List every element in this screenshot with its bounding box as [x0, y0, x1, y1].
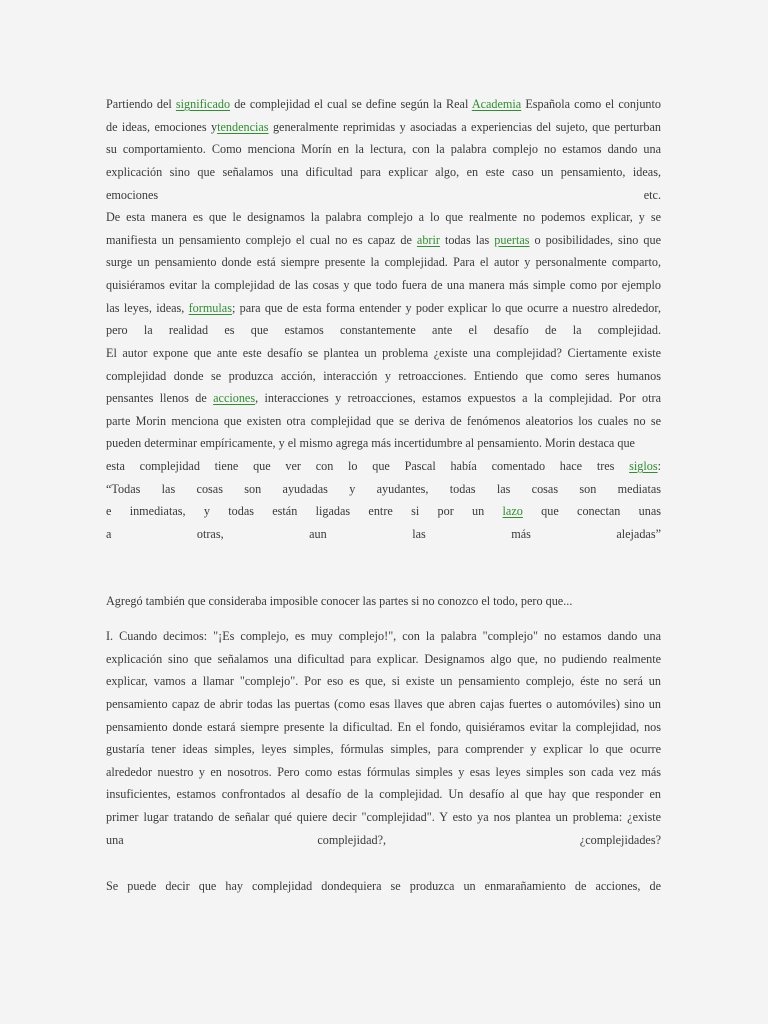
text-line: Agregó también que consideraba imposible conocer las partes si no conozco el todo, pero que...	[106, 594, 573, 608]
link-tendencias[interactable]: tendencias	[217, 119, 269, 134]
text-line: a otras, aun las más alejadas”	[106, 526, 661, 541]
text-line: explicación sino que señalamos una dificultad para explicar algo, en este caso un pensamiento, ideas,	[106, 164, 661, 179]
text-line: surge un pensamiento donde está siempre presente la complejidad. Para el autor y personalmente comparto,	[106, 255, 661, 270]
text-line	[106, 387, 661, 410]
text-line	[106, 93, 661, 116]
text-line	[106, 455, 661, 478]
link-puertas[interactable]: puertas	[494, 232, 530, 247]
text-line: pensamiento donde estará siempre presente la dificultad. En el fondo, quisiéramos evitar la complejidad, nos	[106, 719, 661, 734]
text-line: primer lugar tratando de señalar qué quiere decir "complejidad". Y esto ya nos plantea un problema: ¿existe	[106, 810, 661, 824]
text-line: Se puede decir que hay complejidad dondequiera se produzca un enmarañamiento de acciones, de	[106, 879, 661, 893]
link-academia[interactable]: Academia	[471, 97, 522, 111]
text-line: El autor expone que ante este desafío se plantea un problema ¿existe una complejidad? Ciertamente existe	[106, 345, 661, 360]
text-line: alrededor nuestro y en nosotros. Pero como estas fórmulas simples y esas leyes simples son cada vez más	[106, 764, 661, 779]
text-line: parte Morin menciona que existen otra complejidad que se deriva de fenómenos aleatorios los cuales no se	[106, 413, 661, 428]
text-line: complejidad donde se produzca acción, interacción y retroacciones. Entiendo que como seres humanos	[106, 368, 661, 383]
text-run: que conectan unas	[522, 504, 661, 519]
text-run: pensantes llenos de	[106, 391, 214, 406]
text-run: e inmediatas, y todas están ligadas entre si por un	[106, 504, 503, 519]
text-run: todas las	[439, 232, 495, 247]
link-siglos[interactable]: siglos	[629, 459, 658, 473]
link-acciones[interactable]: acciones	[213, 391, 256, 406]
text-run: las leyes, ideas,	[106, 300, 189, 315]
text-line: De esta manera es que le designamos la palabra complejo a lo que realmente no podemos explicar, y se	[106, 210, 661, 225]
link-lazo[interactable]: lazo	[502, 504, 523, 519]
link-formulas[interactable]: formulas	[188, 300, 232, 315]
text-line: quisiéramos evitar la complejidad de las cosas y que todo fuera de una manera más simple como por ejemplo	[106, 278, 661, 292]
text-line: I. Cuando decimos: "¡Es complejo, es muy complejo!", con la palabra "complejo" no estamos dando una	[106, 629, 661, 643]
text-run: generalmente reprimidas y asociadas a experiencias del sujeto, que perturban	[268, 119, 661, 134]
paragraph	[106, 590, 661, 613]
paragraph	[106, 875, 661, 898]
text-line	[106, 500, 661, 523]
text-run: , interacciones y retroacciones, estamos expuestos a la complejidad. Por otra	[255, 391, 661, 406]
text-run: Partiendo del	[106, 97, 176, 111]
text-line	[106, 297, 661, 320]
text-run: o posibilidades, sino que	[529, 232, 661, 247]
text-run: manifiesta un pensamiento complejo el cual no es capaz de	[106, 232, 417, 247]
text-run: de ideas, emociones y	[106, 119, 218, 134]
link-abrir[interactable]: abrir	[416, 232, 440, 247]
text-run: de complejidad el cual se define según la Real	[230, 97, 472, 111]
paragraph	[106, 93, 661, 546]
text-run: :	[657, 459, 661, 473]
text-run: Española como el conjunto	[521, 97, 661, 111]
text-run: esta complejidad tiene que ver con lo que Pascal había comentado hace tres	[106, 459, 630, 473]
text-line: insuficientes, estamos confrontados al desafío de la complejidad. Un desafío al que hay que responder en	[106, 787, 661, 802]
text-line: pensamiento capaz de abrir todas las puertas (como esas llaves que abren cajas fuertes o automóviles) sino un	[106, 696, 661, 711]
text-line: explicar, vamos a llamar "complejo". Por eso es que, si existe un pensamiento complejo, éste no será un	[106, 674, 661, 689]
text-line: emociones etc.	[106, 187, 661, 202]
paragraph	[106, 625, 661, 851]
text-line: explicación sino que señalamos una dificultad para explicar. Designamos algo que, no pudiendo realmente	[106, 651, 661, 666]
text-line: pueden determinar empíricamente, y el mismo agrega más incertidumbre al pensamiento. Morin destaca que	[106, 436, 635, 451]
text-line	[106, 229, 661, 252]
link-significado[interactable]: significado	[175, 97, 231, 111]
text-line: “Todas las cosas son ayudadas y ayudantes, todas las cosas son mediatas	[106, 481, 661, 496]
text-line: pero la realidad es que estamos constantemente ante el desafío de la complejidad.	[106, 323, 661, 338]
text-line: gustaría tener ideas simples, leyes simples, fórmulas simples, para comprender y explicar lo que ocurre	[106, 742, 661, 757]
text-run: ; para que de esta forma entender y poder explicar lo que ocurre a nuestro alrededor,	[231, 300, 661, 315]
text-line: una complejidad?, ¿complejidades?	[106, 832, 661, 847]
text-line: su comportamiento. Como menciona Morín en la lectura, con la palabra complejo no estamos dando una	[106, 142, 661, 157]
text-line	[106, 116, 661, 139]
